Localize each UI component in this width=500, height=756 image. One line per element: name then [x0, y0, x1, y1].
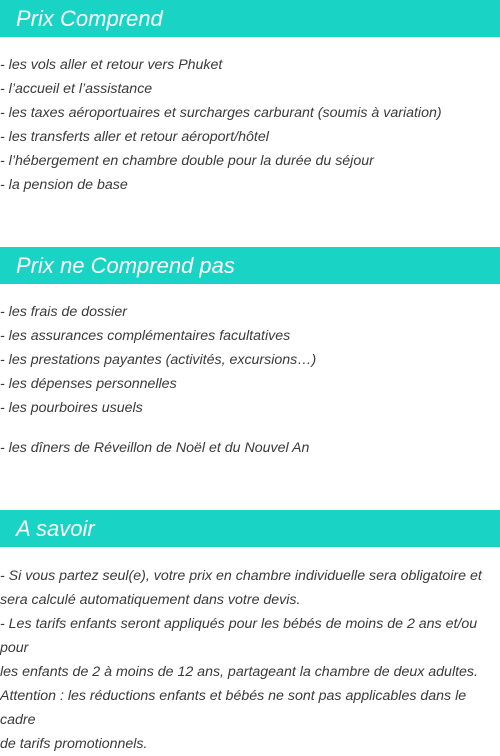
text-line: - Si vous partez seul(e), votre prix en chambre individuelle sera obligatoire et	[0, 568, 482, 584]
section-title: A savoir	[16, 515, 95, 541]
section-title: Prix Comprend	[16, 5, 163, 31]
a-savoir-text	[0, 564, 500, 756]
list-item: - les dîners de Réveillon de Noël et du Nouvel An	[0, 440, 310, 456]
list-item: - les taxes aéroportuaires et surcharges carburant (soumis à variation)	[0, 105, 442, 121]
included-list	[0, 53, 500, 197]
section-header-a-savoir	[0, 510, 500, 547]
section-header-prix-ne-comprend-pas	[0, 247, 500, 284]
list-item: - l’accueil et l’assistance	[0, 81, 153, 97]
text-line: sera calculé automatiquement dans votre devis.	[0, 592, 301, 608]
list-item: - les frais de dossier	[0, 304, 127, 320]
excluded-list	[0, 300, 500, 420]
list-item: - l’hébergement en chambre double pour la durée du séjour	[0, 153, 374, 169]
text-line: - Les tarifs enfants seront appliqués pour les bébés de moins de 2 ans et/ou pour	[0, 616, 478, 656]
list-item: - la pension de base	[0, 177, 128, 193]
list-item: - les dépenses personnelles	[0, 376, 177, 392]
section-header-prix-comprend	[0, 0, 500, 37]
list-item: - les transferts aller et retour aéroport/hôtel	[0, 129, 269, 145]
list-item: - les pourboires usuels	[0, 400, 143, 416]
list-item: - les prestations payantes (activités, excursions…)	[0, 352, 317, 368]
list-item: - les assurances complémentaires facultatives	[0, 328, 291, 344]
text-line: les enfants de 2 à moins de 12 ans, partageant la chambre de deux adultes.	[0, 664, 478, 680]
text-line: de tarifs promotionnels.	[0, 736, 148, 752]
excluded-extra-list	[0, 436, 500, 460]
section-title: Prix ne Comprend pas	[16, 252, 235, 278]
text-line: Attention : les réductions enfants et bébés ne sont pas applicables dans le cadre	[0, 688, 467, 728]
list-item: - les vols aller et retour vers Phuket	[0, 57, 223, 73]
